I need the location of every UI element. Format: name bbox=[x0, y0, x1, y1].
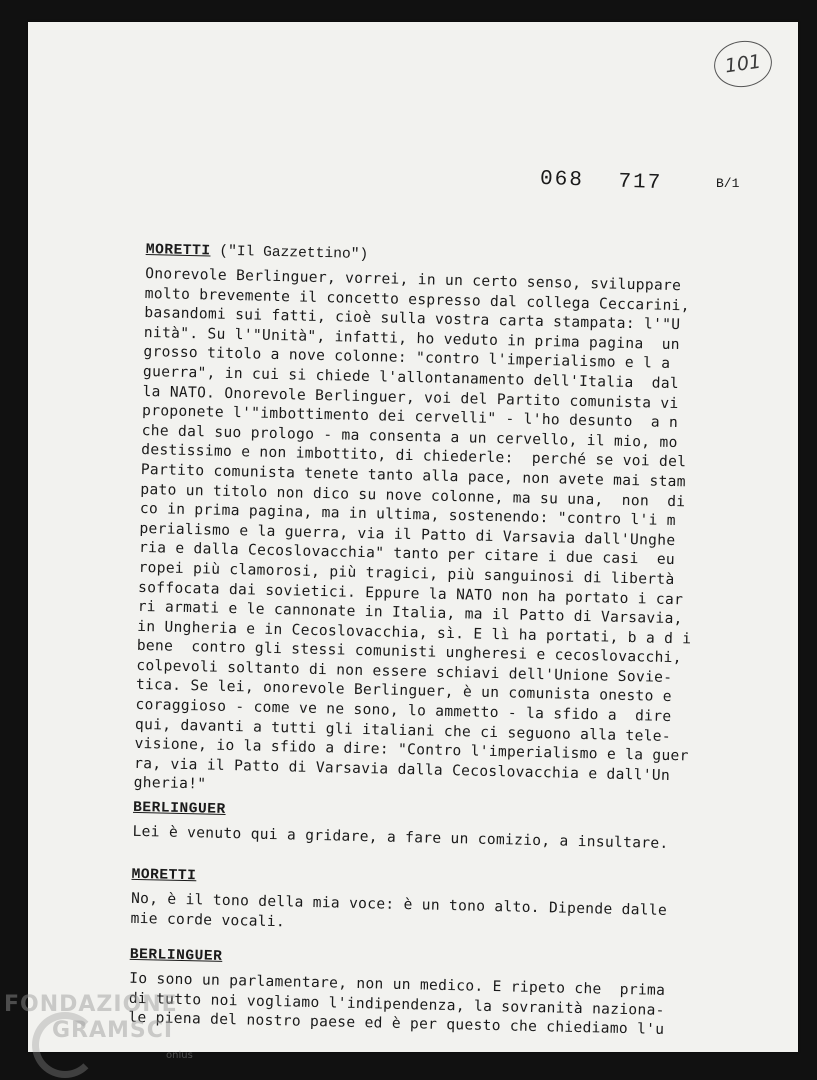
speaker-affiliation: ("Il Gazzettino") bbox=[210, 243, 369, 264]
stamp-number: 101 bbox=[723, 50, 763, 78]
speech-text: No, è il tono della mia voce: è un tono alto. Dipende dalle mie corde vocali. bbox=[130, 889, 668, 930]
speaker-block-berlinguer-1 bbox=[132, 798, 728, 855]
speaker-name: MORETTI bbox=[145, 241, 211, 260]
transcript-body bbox=[128, 240, 741, 1039]
watermark-line2: GRAMSCI bbox=[52, 1018, 174, 1043]
speaker-name: BERLINGUER bbox=[129, 946, 223, 965]
watermark-line1: FONDAZIONE bbox=[4, 992, 178, 1017]
document-page bbox=[28, 22, 798, 1052]
speaker-block-moretti-1 bbox=[133, 240, 740, 806]
document-number: 068 717 bbox=[539, 167, 663, 196]
speaker-name: MORETTI bbox=[131, 866, 197, 885]
archive-stamp bbox=[711, 37, 775, 91]
sheet-reference: B/1 bbox=[716, 176, 740, 191]
speaker-name: BERLINGUER bbox=[132, 799, 226, 818]
speech-text: Lei è venuto qui a gridare, a fare un comizio, a insultare. bbox=[132, 822, 669, 853]
speech-text: Onorevole Berlinguer, vorrei, in un certo senso, sviluppare molto brevemente il concetto espresso dal collega Ceccarini, basandomi sui fatti, cioè sulla vostra carta stampata: l'"U nità". Su l'"Unità", infatti, ho veduto in prima pagina un grosso titolo a nove colonne: "contro l'imperialismo e l a guerra", in cui si chiede l'allontanamento dell'Italia dal la NATO. Onorevole Berlinguer, voi del Partito comunista vi proponete l'"imbottimento dei cervelli" - l'ho desunto a n che dal suo prologo - ma consenta a un cervello, il mio, mo destissimo e non imbottito, di chiederle: perché se voi del Partito comunista tenete tanto alla pace, non avete mai stam pato un titolo non dico su nove colonne, ma su una, non di co in prima pagina, ma in ultima, sostenendo: "contro l'i m perialismo e la guerra, via il Patto di Varsavia dall'Unghe ria e dalla Cecoslovacchia" tanto per citare i due casi eu ropei più clamorosi, più tragici, più sanguinosi di libertà soffocata dai sovietici. Eppure la NATO non ha portato i car ri armati e le cannonate in Italia, ma il Patto di Varsavia, in Ungheria e in Cecoslovacchia, sì. E lì ha portati, b a d i bene contro gli stessi comunisti ungheresi e cecoslovacchi, colpevoli soltanto di non essere schiavi dell'Unione Sovie- tica. Se lei, onorevole Berlinguer, è un comunista onesto e coraggioso - come ve ne sono, lo ammetto - la sfido a dire qui, davanti a tutti gli italiani che ci seguono alla tele- visione, io la sfido a dire: "Contro l'imperialismo e la guer ra, via il Patto di Varsavia dalla Cecoslovacchia e dall'Un gheria!" bbox=[133, 264, 692, 793]
speech-text: Io sono un parlamentare, non un medico. E ripeto che prima di tutto noi vogliamo l'indipendenza, la sovranità naziona- le piena del nostro paese ed è per questo che chiediamo l'u bbox=[128, 969, 666, 1039]
speaker-block-berlinguer-2 bbox=[128, 945, 725, 1041]
watermark-line3: onlus bbox=[166, 1050, 193, 1061]
watermark-logo bbox=[4, 990, 214, 1070]
speaker-block-moretti-2 bbox=[130, 865, 726, 942]
